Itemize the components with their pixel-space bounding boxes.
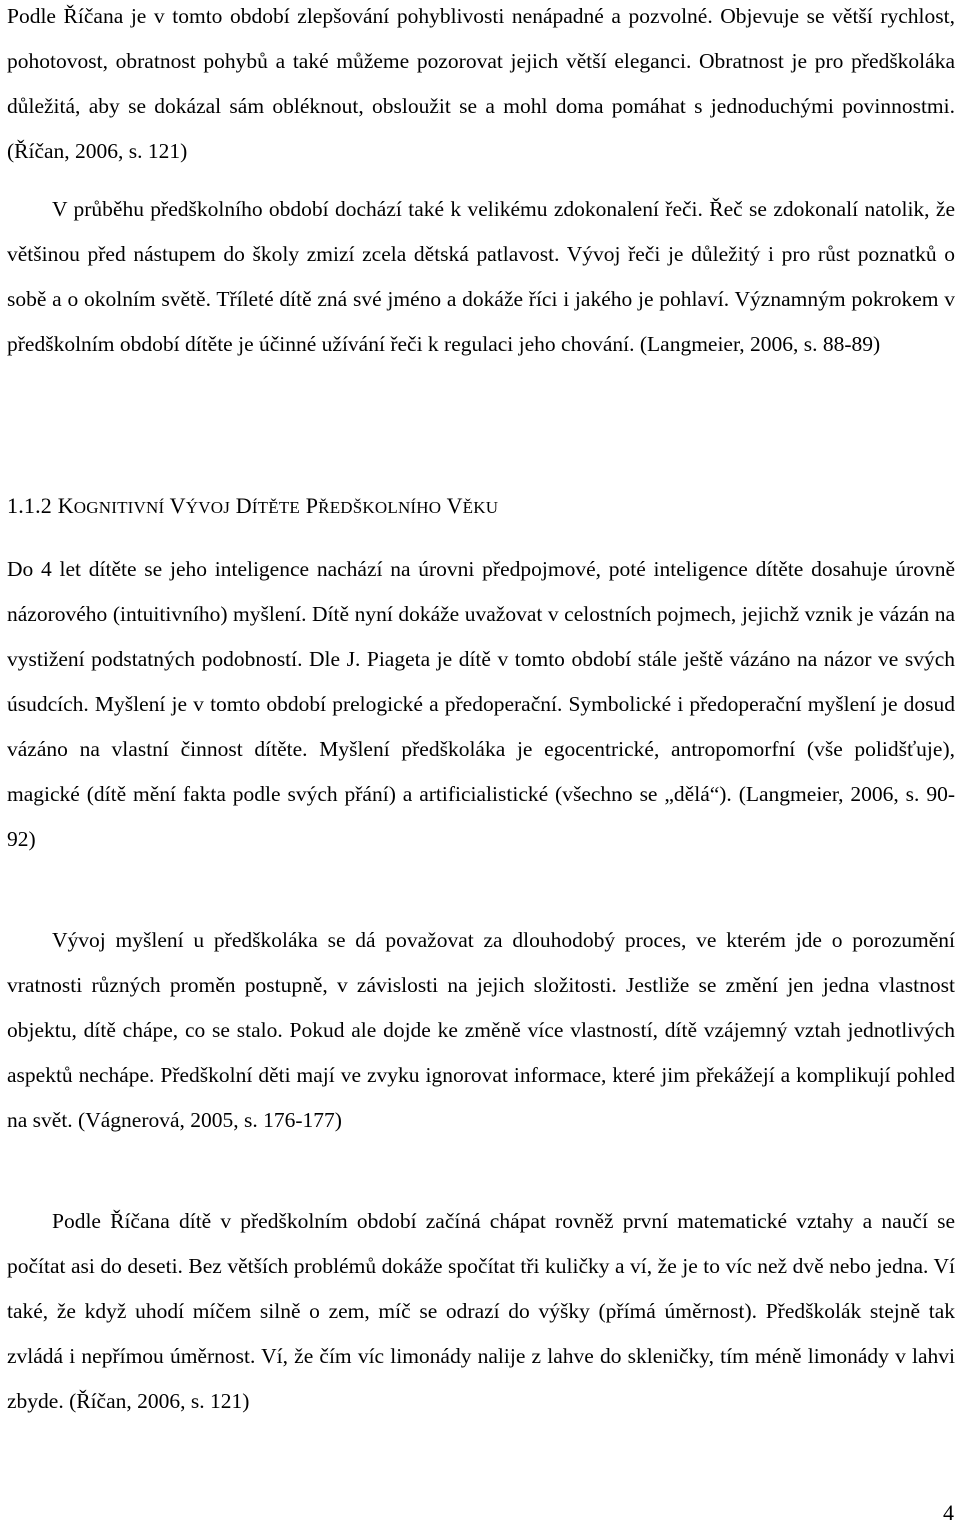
paragraph-motor-development: Podle Říčana je v tomto období zlepšování pohyblivosti nenápadné a pozvolné. Objevuje se větší rychlost, pohotovost, obratnost pohybů a také můžeme pozorovat jejich větší eleganci. Obratnost je pro předškoláka důležitá, aby se dokázal sám obléknout, obsloužit se a mohl doma pomáhat s jednoduchými povinnostmi. (Říčan, 2006, s. 121) — [7, 4, 955, 163]
section-number: 1.1.2 — [7, 493, 52, 518]
paragraph-math-relations: Podle Říčana dítě v předškolním období začíná chápat rovněž první matematické vztahy a naučí se počítat asi do deseti. Bez větších problémů dokáže spočítat tři kuličky a ví, že je to víc než dvě nebo jedna. Ví také, že když uhodí míčem silně o zem, míč se odrazí do výšky (přímá úměrnost). Předškolák stejně tak zvládá i nepřímou úměrnost. Ví, že čím víc limonády nalije z lahve do skleničky, tím méně limonády v lahvi zbyde. (Říčan, 2006, s. 121) — [7, 1209, 955, 1413]
paragraph-thinking-development: Vývoj myšlení u předškoláka se dá považovat za dlouhodobý proces, ve kterém jde o porozumění vratnosti různých proměn postupně, v závislosti na jejich složitosti. Jestliže se změní jen jedna vlastnost objektu, dítě chápe, co se stalo. Pokud ale dojde ke změně více vlastností, dítě vzájemný vztah jednotlivých aspektů nechápe. Předškolní děti mají ve zvyku ignorovat informace, které jim překážejí a komplikují pohled na svět. (Vágnerová, 2005, s. 176-177) — [7, 928, 955, 1132]
page-number: 4 — [943, 1500, 954, 1525]
paragraph-speech-development: V průběhu předškolního období dochází také k velikému zdokonalení řeči. Řeč se zdokonalí natolik, že většinou před nástupem do školy zmizí zcela dětská patlavost. Vývoj řeči je důležitý i pro růst poznatků o sobě a o okolním světě. Tříleté dítě zná své jméno a dokáže říci i jakého je pohlaví. Významným pokrokem v předškolním období dítěte je účinné užívání řeči k regulaci jeho chování. (Langmeier, 2006, s. 88-89) — [7, 197, 955, 356]
paragraph-cognitive-development: Do 4 let dítěte se jeho inteligence nachází na úrovni předpojmové, poté inteligence dítěte dosahuje úrovně názorového (intuitivního) myšlení. Dítě nyní dokáže uvažovat v celostních pojmech, jejichž vznik je vázán na vystižení podstatných podobností. Dle J. Piageta je dítě v tomto období stále ještě vázáno na názor ve svých úsudcích. Myšlení je v tomto období prelogické a předoperační. Symbolické i předoperační myšlení je dosud vázáno na vlastní činnost dítěte. Myšlení předškoláka je egocentrické, antropomorfní (vše polidšťuje), magické (dítě mění fakta podle svých přání) a artificialistické (všechno se „dělá“). (Langmeier, 2006, s. 90-92) — [7, 557, 955, 851]
section-heading: 1.1.2 KOGNITIVNÍ VÝVOJ DÍTĚTE PŘEDŠKOLNÍHO VĚKU — [7, 493, 499, 518]
